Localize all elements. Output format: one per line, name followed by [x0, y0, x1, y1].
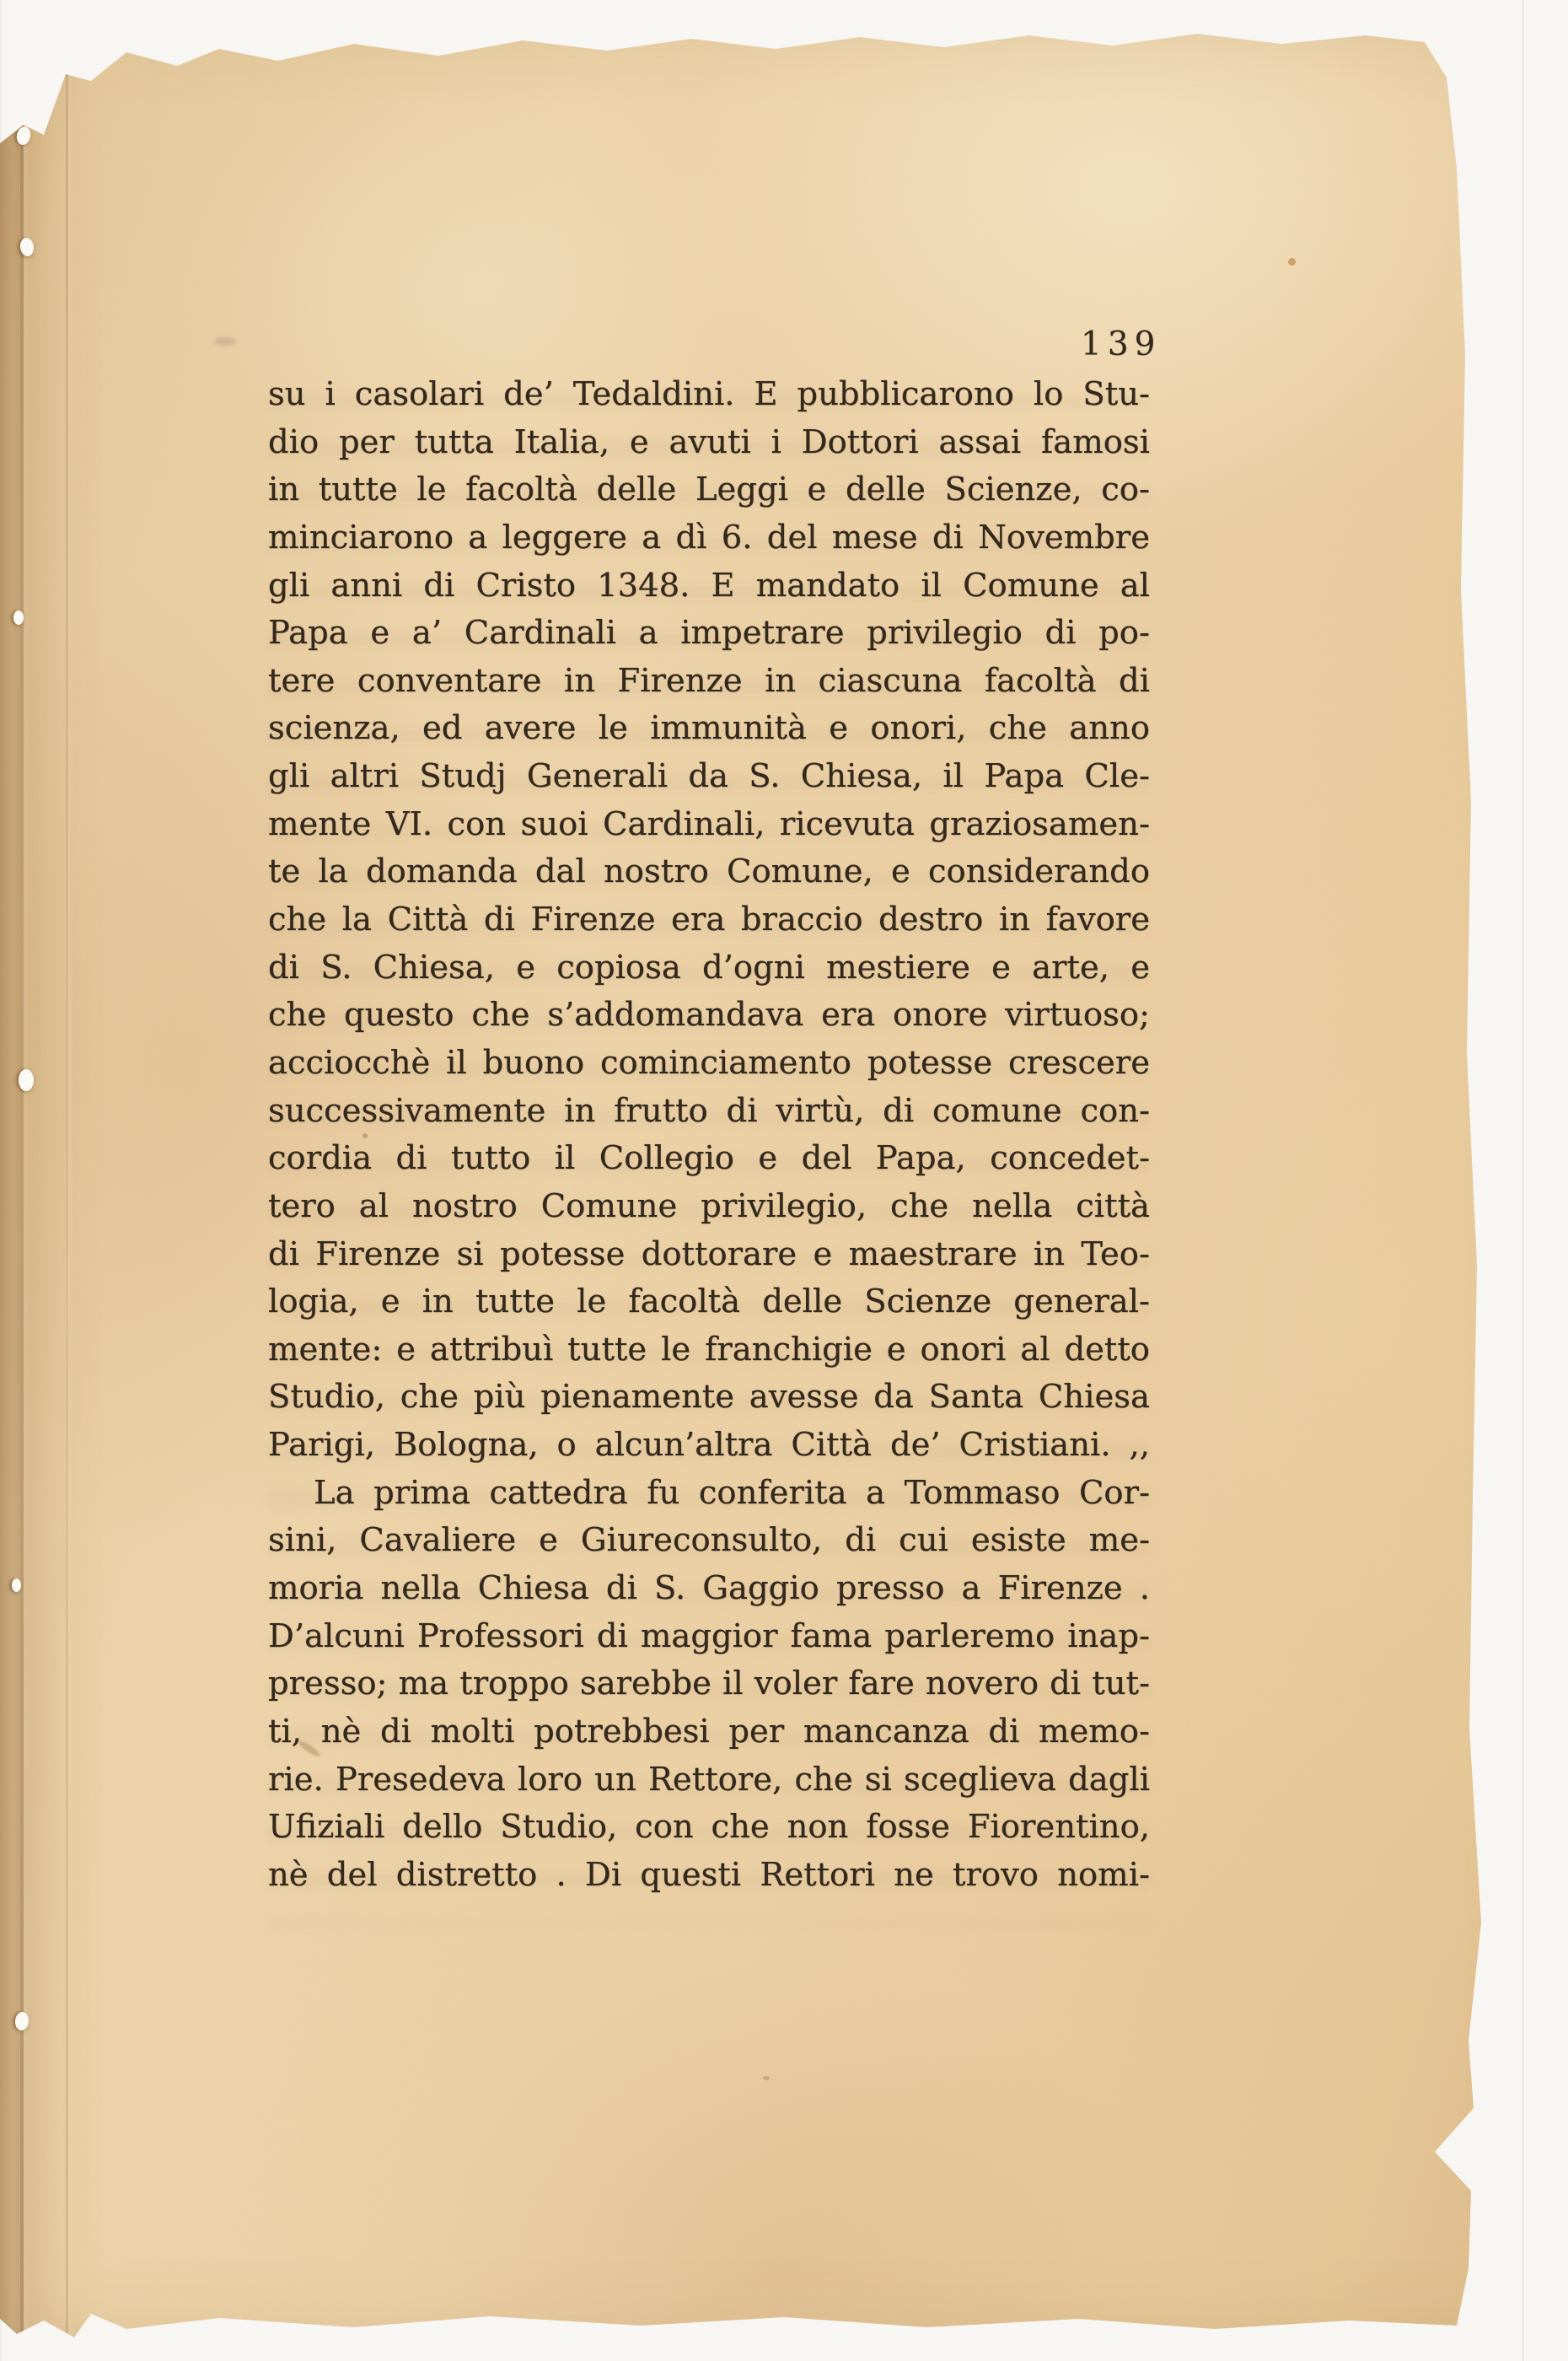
scanner-edge-artifact — [1522, 0, 1524, 2361]
paper-speck — [1349, 10, 1355, 16]
